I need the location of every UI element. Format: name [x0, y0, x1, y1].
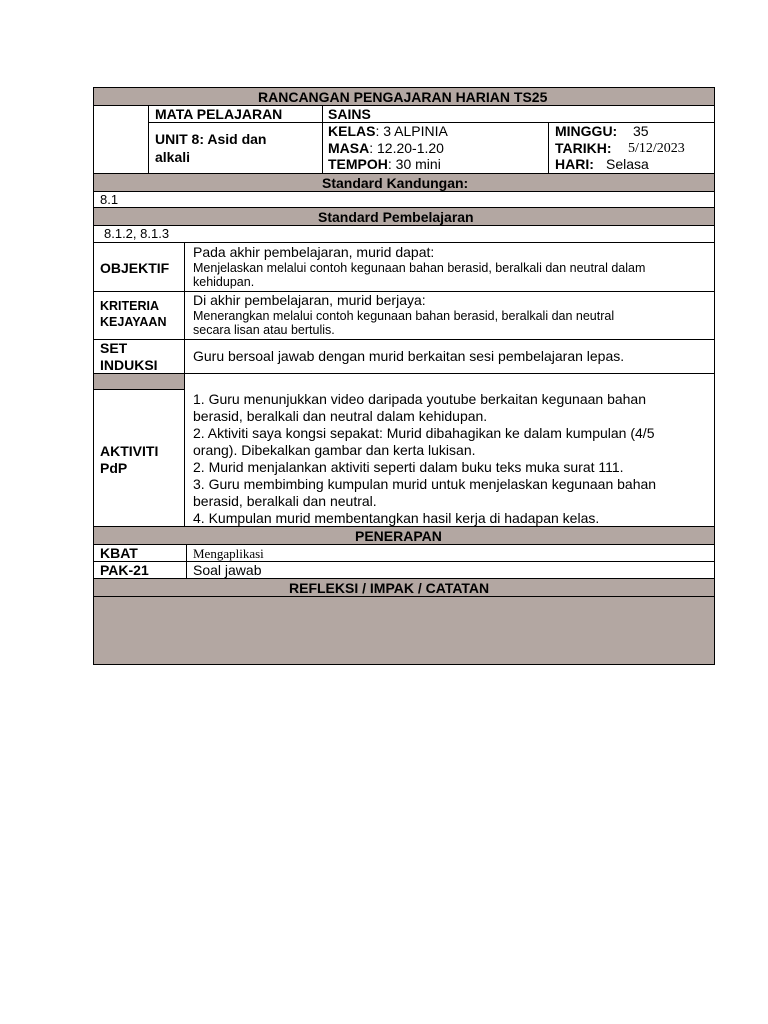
kriteria-label-line2: KEJAYAAN [100, 315, 167, 329]
subject-value: SAINS [328, 106, 371, 122]
aktiviti-line: 3. Guru membimbing kumpulan murid untuk menjelaskan kegunaan bahan [193, 476, 657, 492]
kriteria-intro: Di akhir pembelajaran, murid berjaya: [193, 292, 426, 308]
masa-value: : 12.20-1.20 [369, 140, 444, 156]
aktiviti-label-shade [94, 374, 184, 389]
objektif-label: OBJEKTIF [100, 260, 170, 276]
set-induksi-text: Guru bersoal jawab dengan murid berkaitan sesi pembelajaran lepas. [193, 348, 625, 364]
set-induksi-label-line2: INDUKSI [100, 357, 158, 373]
kriteria-line1: Menerangkan melalui contoh kegunaan bahan berasid, beralkali dan neutral [193, 309, 615, 323]
kelas-label: KELAS [328, 123, 376, 139]
minggu-value: 35 [633, 123, 649, 139]
aktiviti-label-line1: AKTIVITI [100, 443, 159, 459]
aktiviti-line: 2. Aktiviti saya kongsi sepakat: Murid dibahagikan ke dalam kumpulan (4/5 [193, 425, 655, 441]
aktiviti-line: berasid, beralkali dan neutral. [193, 493, 377, 509]
aktiviti-line: 2. Murid menjalankan aktiviti seperti dalam buku teks muka surat 111. [193, 459, 624, 475]
set-induksi-label-line1: SET [100, 340, 128, 356]
aktiviti-line: 1. Guru menunjukkan video daripada youtube berkaitan kegunaan bahan [193, 391, 646, 407]
hari-value: Selasa [606, 157, 649, 171]
tempoh-value: : 30 mini [387, 156, 441, 172]
aktiviti-label-line2: PdP [100, 460, 128, 476]
kelas-value: : 3 ALPINIA [375, 123, 448, 139]
pak21-label: PAK-21 [100, 562, 149, 578]
standard-kandungan-heading: Standard Kandungan: [322, 175, 469, 191]
refleksi-notes-area[interactable] [94, 597, 714, 664]
kbat-value: Mengaplikasi [193, 546, 264, 561]
tarikh-label: TARIKH: [555, 140, 612, 156]
refleksi-heading: REFLEKSI / IMPAK / CATATAN [289, 580, 490, 596]
pak21-value: Soal jawab [193, 562, 262, 578]
kriteria-line2: secara lisan atau bertulis. [193, 323, 335, 337]
subject-label: MATA PELAJARAN [155, 106, 283, 122]
penerapan-heading: PENERAPAN [355, 528, 442, 544]
standard-pembelajaran-heading: Standard Pembelajaran [318, 209, 474, 225]
kbat-label: KBAT [100, 545, 138, 561]
standard-kandungan-value: 8.1 [100, 192, 119, 207]
kelas-field [328, 124, 448, 138]
aktiviti-line: orang). Dibekalkan gambar dan kerta lukisan. [193, 442, 476, 458]
masa-label: MASA [328, 140, 370, 156]
unit-title-line2: alkali [155, 149, 191, 165]
minggu-label: MINGGU: [555, 123, 618, 139]
objektif-intro: Pada akhir pembelajaran, murid dapat: [193, 244, 435, 260]
tarikh-value: 5/12/2023 [628, 141, 685, 156]
kriteria-label-line1: KRITERIA [100, 299, 160, 313]
aktiviti-line: berasid, beralkali dan neutral dalam kehidupan. [193, 408, 488, 424]
tempoh-field [328, 157, 441, 171]
hari-label: HARI: [555, 156, 594, 172]
objektif-line2: kehidupan. [193, 275, 255, 289]
masa-field [328, 141, 444, 155]
standard-pembelajaran-value: 8.1.2, 8.1.3 [104, 226, 170, 241]
aktiviti-line: 4. Kumpulan murid membentangkan hasil kerja di hadapan kelas. [193, 510, 600, 526]
page-title: RANCANGAN PENGAJARAN HARIAN TS25 [258, 89, 548, 105]
unit-title-line1: UNIT 8: Asid dan [155, 131, 267, 147]
tempoh-label: TEMPOH [328, 156, 388, 172]
objektif-line1: Menjelaskan melalui contoh kegunaan bahan berasid, beralkali dan neutral dalam [193, 261, 646, 275]
